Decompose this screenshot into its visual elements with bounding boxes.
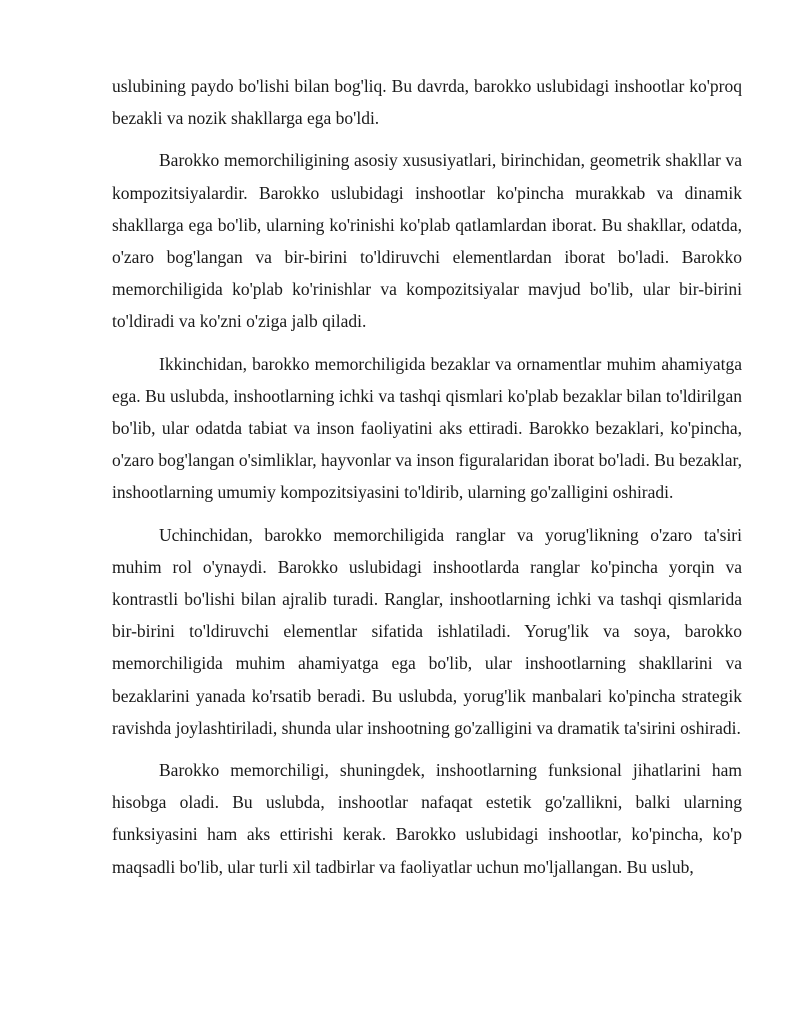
paragraph-colors-light: Uchinchidan, barokko memorchiligida ranglar va yorug'likning o'zaro ta'siri muhim rol o'ynaydi. Barokko uslubidagi inshootlarda ranglar ko'pincha yorqin va kontrastli bo'lishi bilan ajralib turadi. Ranglar, inshootlarning ichki va tashqi qismlarida bir-birini to'ldiruvchi elementlar sifatida ishlatiladi. Yorug'lik va soya, barokko memorchiligida muhim ahamiyatga ega bo'lib, ular inshootlarning shakllarini va bezaklarini yanada ko'rsatib beradi. Bu uslubda, yorug'lik manbalari ko'pincha strategik ravishda joylashtiriladi, shunda ular inshootning go'zalligini va dramatik ta'sirini oshiradi. (112, 524, 742, 738)
paragraph-continuation: uslubining paydo bo'lishi bilan bog'liq. Bu davrda, barokko uslubidagi inshootlar ko'proq bezakli va nozik shakllarga ega bo'ldi. (112, 76, 742, 129)
paragraph-ornaments: Ikkinchidan, barokko memorchiligida bezaklar va ornamentlar muhim ahamiyatga ega. Bu uslubda, inshootlarning ichki va tashqi qismlari ko'plab bezaklar bilan to'ldirilgan bo'lib, ular odatda tabiat va inson faoliyatini aks ettiradi. Barokko bezaklari, ko'pincha, o'zaro bog'langan o'simliklar, hayvonlar va inson figuralaridan iborat bo'ladi. Bu bezaklar, inshootlarning umumiy kompozitsiyasini to'ldirib, ularning go'zalligini oshiradi. (112, 353, 742, 503)
paragraph-functional-aspects: Barokko memorchiligi, shuningdek, inshootlarning funksional jihatlarini ham hisobga oladi. Bu uslubda, inshootlar nafaqat estetik go'zallikni, balki ularning funksiyasini ham aks ettirishi kerak. Barokko uslubidagi inshootlar, ko'pincha, ko'p maqsadli bo'lib, ular turli xil tadbirlar va faoliyatlar uchun mo'ljallangan. Bu uslub, (112, 760, 742, 877)
paragraph-geometric-forms: Barokko memorchiligining asosiy xususiyatlari, birinchidan, geometrik shakllar va kompozitsiyalardir. Barokko uslubidagi inshootlar ko'pincha murakkab va dinamik shakllarga ega bo'lib, ularning ko'rinishi ko'plab qatlamlardan iborat. Bu shakllar, odatda, o'zaro bog'langan va bir-birini to'ldiruvchi elementlardan iborat bo'ladi. Barokko memorchiligida ko'plab ko'rinishlar va kompozitsiyalar mavjud bo'lib, ular bir-birini to'ldiradi va ko'zni o'ziga jalb qiladi. (112, 150, 742, 332)
document-page (112, 70, 742, 893)
